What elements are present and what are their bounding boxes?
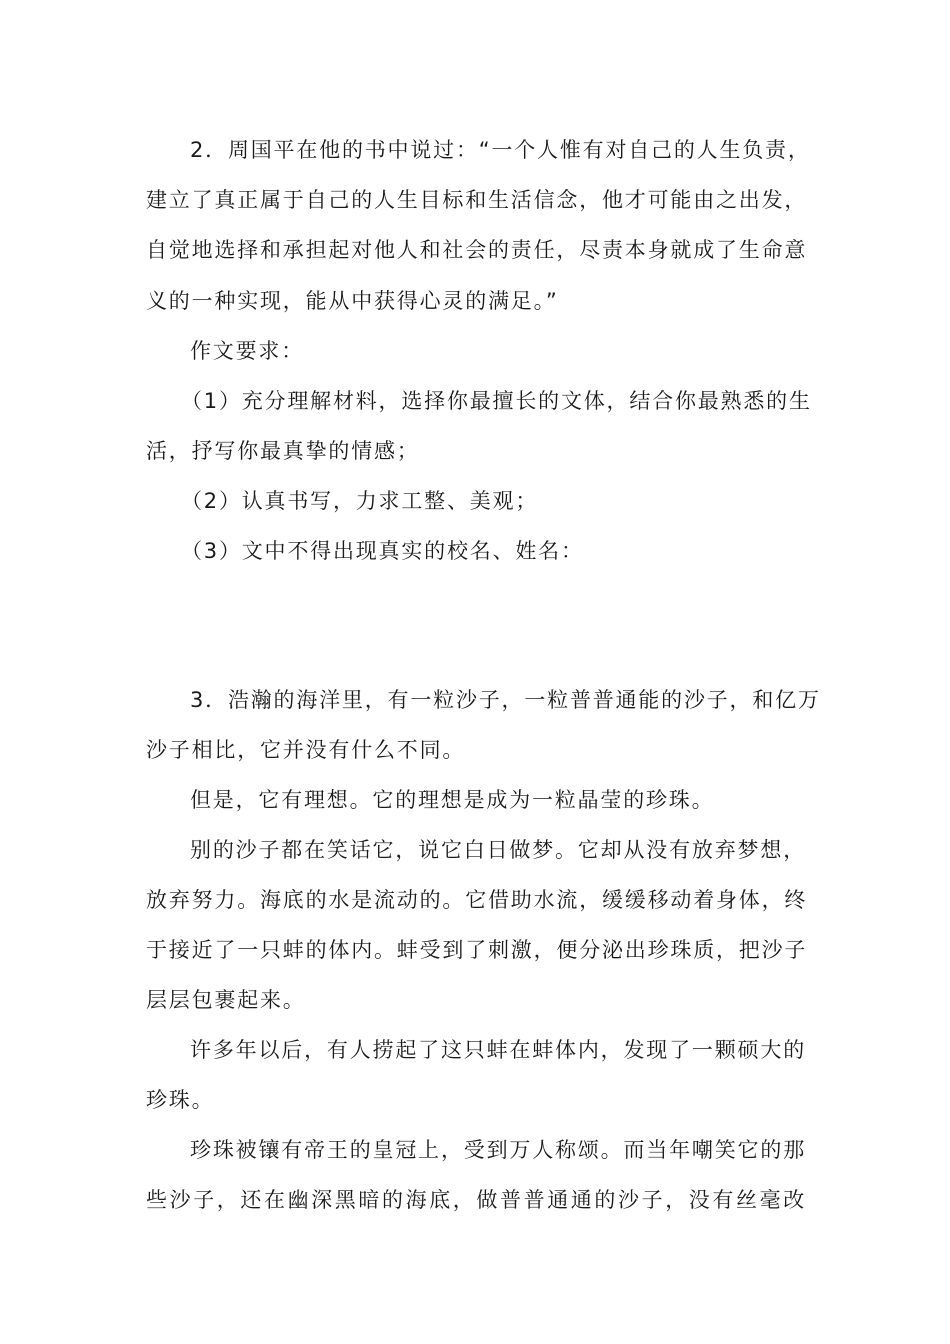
- requirements-heading: 作文要求：: [190, 339, 304, 363]
- section3-line-5: 放弃努力。海底的水是流动的。它借助水流，缓缓移动着身体，终: [146, 888, 808, 912]
- requirement-1-line-2: 活，抒写你最真挚的情感；: [146, 439, 420, 463]
- section2-line-2: 建立了真正属于自己的人生目标和生活信念，他才可能由之出发，: [146, 188, 808, 212]
- section2-line-3: 自觉地选择和承担起对他人和社会的责任，尽责本身就成了生命意: [146, 238, 808, 262]
- requirement-2: （2）认真书写，力求工整、美观；: [181, 489, 539, 513]
- section2-line-1: 2．周国平在他的书中说过：“一个人惟有对自己的人生负责，: [190, 138, 811, 162]
- section3-line-1: 3．浩瀚的海洋里，有一粒沙子，一粒普普通能的沙子，和亿万: [190, 688, 821, 712]
- section3-line-8: 许多年以后，有人捞起了这只蚌在蚌体内，发现了一颗硕大的: [190, 1038, 806, 1062]
- section3-line-3: 但是，它有理想。它的理想是成为一粒晶莹的珍珠。: [190, 788, 715, 812]
- requirement-3: （3）文中不得出现真实的校名、姓名：: [181, 539, 584, 563]
- section3-line-10: 珍珠被镶有帝王的皇冠上，受到万人称颂。而当年嘲笑它的那: [190, 1138, 806, 1162]
- section3-line-6: 于接近了一只蚌的体内。蚌受到了刺激，便分泌出珍珠质，把沙子: [146, 938, 808, 962]
- section3-line-11: 些沙子，还在幽深黑暗的海底，做普普通通的沙子，没有丝毫改: [146, 1188, 806, 1212]
- section2-line-4: 义的一种实现，能从中获得心灵的满足。”: [146, 289, 559, 313]
- section3-line-7: 层层包裹起来。: [146, 988, 306, 1012]
- requirement-1-line-1: （1）充分理解材料，选择你最擅长的文体，结合你最熟悉的生: [181, 389, 812, 413]
- section3-line-9: 珍珠。: [146, 1088, 215, 1112]
- section3-line-4: 别的沙子都在笑话它，说它白日做梦。它却从没有放弃梦想，: [190, 838, 806, 862]
- section3-line-2: 沙子相比，它并没有什么不同。: [146, 738, 466, 762]
